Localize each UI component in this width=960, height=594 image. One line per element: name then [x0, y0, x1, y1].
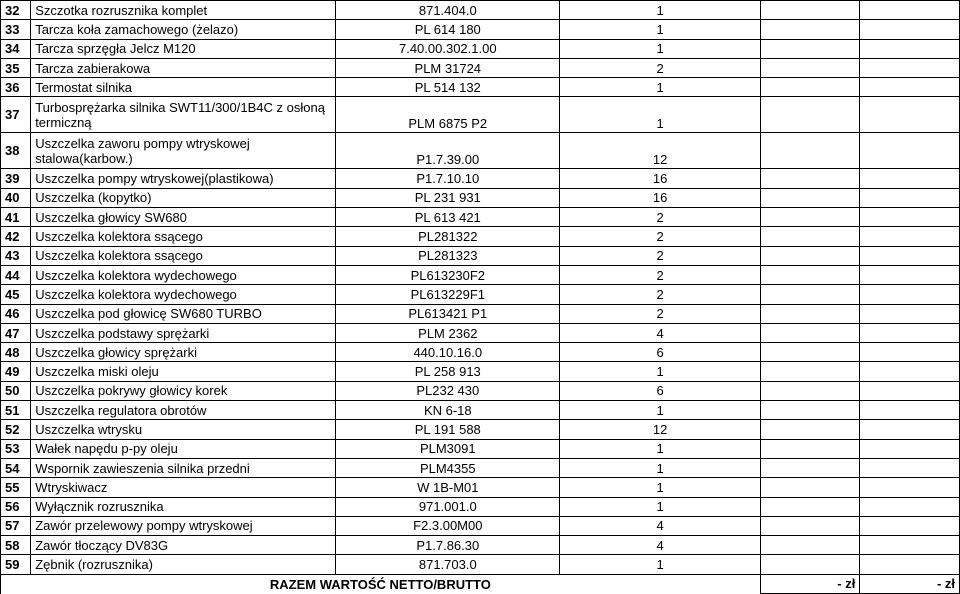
row-number: 45 — [1, 285, 31, 304]
quantity: 6 — [560, 381, 760, 400]
table-row — [1, 265, 960, 284]
line-value — [860, 20, 960, 39]
part-name: Uszczelka kolektora wydechowego — [31, 265, 336, 284]
row-number: 52 — [1, 420, 31, 439]
unit-price — [760, 536, 860, 555]
quantity: 1 — [560, 1, 760, 20]
line-value — [860, 323, 960, 342]
part-number: 871.703.0 — [336, 555, 560, 574]
row-number: 59 — [1, 555, 31, 574]
unit-price — [760, 188, 860, 207]
quantity: 1 — [560, 39, 760, 58]
unit-price — [760, 58, 860, 77]
quantity: 4 — [560, 323, 760, 342]
part-name: Uszczelka zaworu pompy wtryskowej stalowa(karbow.) — [31, 133, 336, 169]
line-value — [860, 265, 960, 284]
part-name: Uszczelka pokrywy głowicy korek — [31, 381, 336, 400]
row-number: 32 — [1, 1, 31, 20]
row-number: 51 — [1, 401, 31, 420]
quantity: 4 — [560, 536, 760, 555]
quantity: 1 — [560, 555, 760, 574]
row-number: 58 — [1, 536, 31, 555]
unit-price — [760, 78, 860, 97]
line-value — [860, 97, 960, 133]
part-number: PL613421 P1 — [336, 304, 560, 323]
table-row — [1, 304, 960, 323]
part-name: Uszczelka głowicy sprężarki — [31, 343, 336, 362]
quantity: 12 — [560, 420, 760, 439]
row-number: 56 — [1, 497, 31, 516]
part-number: 7.40.00.302.1.00 — [336, 39, 560, 58]
quantity: 1 — [560, 439, 760, 458]
part-name: Uszczelka pod głowicę SW680 TURBO — [31, 304, 336, 323]
line-value — [860, 516, 960, 535]
table-row — [1, 1, 960, 20]
part-number: PL 614 180 — [336, 20, 560, 39]
part-number: W 1B-M01 — [336, 478, 560, 497]
quantity: 2 — [560, 208, 760, 227]
unit-price — [760, 169, 860, 188]
row-number: 47 — [1, 323, 31, 342]
unit-price — [760, 516, 860, 535]
quantity: 16 — [560, 169, 760, 188]
part-number: PL 231 931 — [336, 188, 560, 207]
line-value — [860, 208, 960, 227]
table-row — [1, 439, 960, 458]
table-row — [1, 536, 960, 555]
line-value — [860, 285, 960, 304]
quantity: 1 — [560, 478, 760, 497]
line-value — [860, 227, 960, 246]
part-number: PL 258 913 — [336, 362, 560, 381]
quantity: 2 — [560, 285, 760, 304]
part-name: Uszczelka kolektora ssącego — [31, 246, 336, 265]
part-name: Zawór przelewowy pompy wtryskowej — [31, 516, 336, 535]
table-row — [1, 381, 960, 400]
part-number: PLM3091 — [336, 439, 560, 458]
table-row — [1, 401, 960, 420]
table-row — [1, 285, 960, 304]
unit-price — [760, 497, 860, 516]
table-row — [1, 133, 960, 169]
line-value — [860, 381, 960, 400]
row-number: 38 — [1, 133, 31, 169]
part-number: PLM 31724 — [336, 58, 560, 77]
unit-price — [760, 304, 860, 323]
line-value — [860, 362, 960, 381]
table-row — [1, 362, 960, 381]
table-row — [1, 323, 960, 342]
row-number: 42 — [1, 227, 31, 246]
unit-price — [760, 439, 860, 458]
table-row — [1, 169, 960, 188]
part-number: PLM 2362 — [336, 323, 560, 342]
part-number: F2.3.00M00 — [336, 516, 560, 535]
row-number: 49 — [1, 362, 31, 381]
quantity: 1 — [560, 401, 760, 420]
row-number: 41 — [1, 208, 31, 227]
table-row — [1, 516, 960, 535]
unit-price — [760, 97, 860, 133]
unit-price — [760, 401, 860, 420]
line-value — [860, 169, 960, 188]
total-row — [1, 574, 960, 593]
line-value — [860, 188, 960, 207]
row-number: 34 — [1, 39, 31, 58]
unit-price — [760, 246, 860, 265]
unit-price — [760, 381, 860, 400]
part-number: PL281322 — [336, 227, 560, 246]
row-number: 33 — [1, 20, 31, 39]
part-name: Wałek napędu p-py oleju — [31, 439, 336, 458]
line-value — [860, 401, 960, 420]
quantity: 1 — [560, 20, 760, 39]
row-number: 39 — [1, 169, 31, 188]
total-netto: - zł — [760, 574, 860, 593]
part-name: Uszczelka podstawy sprężarki — [31, 323, 336, 342]
row-number: 55 — [1, 478, 31, 497]
line-value — [860, 133, 960, 169]
part-number: KN 6-18 — [336, 401, 560, 420]
table-row — [1, 343, 960, 362]
quantity: 6 — [560, 343, 760, 362]
unit-price — [760, 39, 860, 58]
line-value — [860, 78, 960, 97]
line-value — [860, 439, 960, 458]
part-name: Uszczelka wtrysku — [31, 420, 336, 439]
row-number: 48 — [1, 343, 31, 362]
unit-price — [760, 420, 860, 439]
table-row — [1, 208, 960, 227]
part-number: PLM4355 — [336, 458, 560, 477]
part-number: 440.10.16.0 — [336, 343, 560, 362]
part-number: PLM 6875 P2 — [336, 97, 560, 133]
parts-table-body — [1, 1, 960, 594]
line-value — [860, 458, 960, 477]
unit-price — [760, 265, 860, 284]
unit-price — [760, 227, 860, 246]
part-number: P1.7.39.00 — [336, 133, 560, 169]
table-row — [1, 420, 960, 439]
unit-price — [760, 478, 860, 497]
line-value — [860, 536, 960, 555]
part-name: Uszczelka kolektora ssącego — [31, 227, 336, 246]
line-value — [860, 1, 960, 20]
unit-price — [760, 323, 860, 342]
part-name: Termostat silnika — [31, 78, 336, 97]
part-name: Turbosprężarka silnika SWT11/300/1B4C z osłoną termiczną — [31, 97, 336, 133]
unit-price — [760, 285, 860, 304]
unit-price — [760, 362, 860, 381]
part-name: Wtryskiwacz — [31, 478, 336, 497]
part-number: 971.001.0 — [336, 497, 560, 516]
total-label: RAZEM WARTOŚĆ NETTO/BRUTTO — [1, 574, 761, 593]
table-row — [1, 78, 960, 97]
part-number: PL 514 132 — [336, 78, 560, 97]
part-name: Wyłącznik rozrusznika — [31, 497, 336, 516]
unit-price — [760, 1, 860, 20]
part-number: PL613229F1 — [336, 285, 560, 304]
row-number: 57 — [1, 516, 31, 535]
quantity: 1 — [560, 497, 760, 516]
line-value — [860, 420, 960, 439]
quantity: 2 — [560, 227, 760, 246]
row-number: 35 — [1, 58, 31, 77]
table-row — [1, 246, 960, 265]
part-number: PL232 430 — [336, 381, 560, 400]
quantity: 2 — [560, 246, 760, 265]
table-row — [1, 478, 960, 497]
part-name: Tarcza zabierakowa — [31, 58, 336, 77]
part-name: Wspornik zawieszenia silnika przedni — [31, 458, 336, 477]
table-row — [1, 20, 960, 39]
quantity: 16 — [560, 188, 760, 207]
part-number: P1.7.10.10 — [336, 169, 560, 188]
part-name: Uszczelka głowicy SW680 — [31, 208, 336, 227]
line-value — [860, 39, 960, 58]
quantity: 2 — [560, 58, 760, 77]
table-row — [1, 58, 960, 77]
quantity: 1 — [560, 97, 760, 133]
part-number: P1.7.86.30 — [336, 536, 560, 555]
quantity: 1 — [560, 458, 760, 477]
part-name: Uszczelka (kopytko) — [31, 188, 336, 207]
part-name: Uszczelka pompy wtryskowej(plastikowa) — [31, 169, 336, 188]
part-name: Zawór tłoczący DV83G — [31, 536, 336, 555]
unit-price — [760, 133, 860, 169]
part-name: Tarcza koła zamachowego (żelazo) — [31, 20, 336, 39]
total-brutto: - zł — [860, 574, 960, 593]
line-value — [860, 343, 960, 362]
unit-price — [760, 343, 860, 362]
part-number: PL613230F2 — [336, 265, 560, 284]
table-row — [1, 188, 960, 207]
table-row — [1, 39, 960, 58]
line-value — [860, 246, 960, 265]
quantity: 2 — [560, 265, 760, 284]
unit-price — [760, 458, 860, 477]
row-number: 37 — [1, 97, 31, 133]
unit-price — [760, 208, 860, 227]
part-number: PL281323 — [336, 246, 560, 265]
row-number: 43 — [1, 246, 31, 265]
part-name: Szczotka rozrusznika komplet — [31, 1, 336, 20]
quantity: 1 — [560, 78, 760, 97]
part-name: Tarcza sprzęgła Jelcz M120 — [31, 39, 336, 58]
line-value — [860, 497, 960, 516]
line-value — [860, 58, 960, 77]
row-number: 36 — [1, 78, 31, 97]
quantity: 4 — [560, 516, 760, 535]
table-row — [1, 497, 960, 516]
row-number: 53 — [1, 439, 31, 458]
row-number: 40 — [1, 188, 31, 207]
quantity: 12 — [560, 133, 760, 169]
part-name: Zębnik (rozrusznika) — [31, 555, 336, 574]
line-value — [860, 304, 960, 323]
part-number: PL 191 588 — [336, 420, 560, 439]
part-name: Uszczelka regulatora obrotów — [31, 401, 336, 420]
unit-price — [760, 20, 860, 39]
line-value — [860, 478, 960, 497]
part-name: Uszczelka kolektora wydechowego — [31, 285, 336, 304]
part-number: 871.404.0 — [336, 1, 560, 20]
table-row — [1, 97, 960, 133]
quantity: 2 — [560, 304, 760, 323]
quantity: 1 — [560, 362, 760, 381]
part-number: PL 613 421 — [336, 208, 560, 227]
row-number: 50 — [1, 381, 31, 400]
row-number: 44 — [1, 265, 31, 284]
part-name: Uszczelka miski oleju — [31, 362, 336, 381]
table-row — [1, 227, 960, 246]
table-row — [1, 458, 960, 477]
row-number: 46 — [1, 304, 31, 323]
row-number: 54 — [1, 458, 31, 477]
